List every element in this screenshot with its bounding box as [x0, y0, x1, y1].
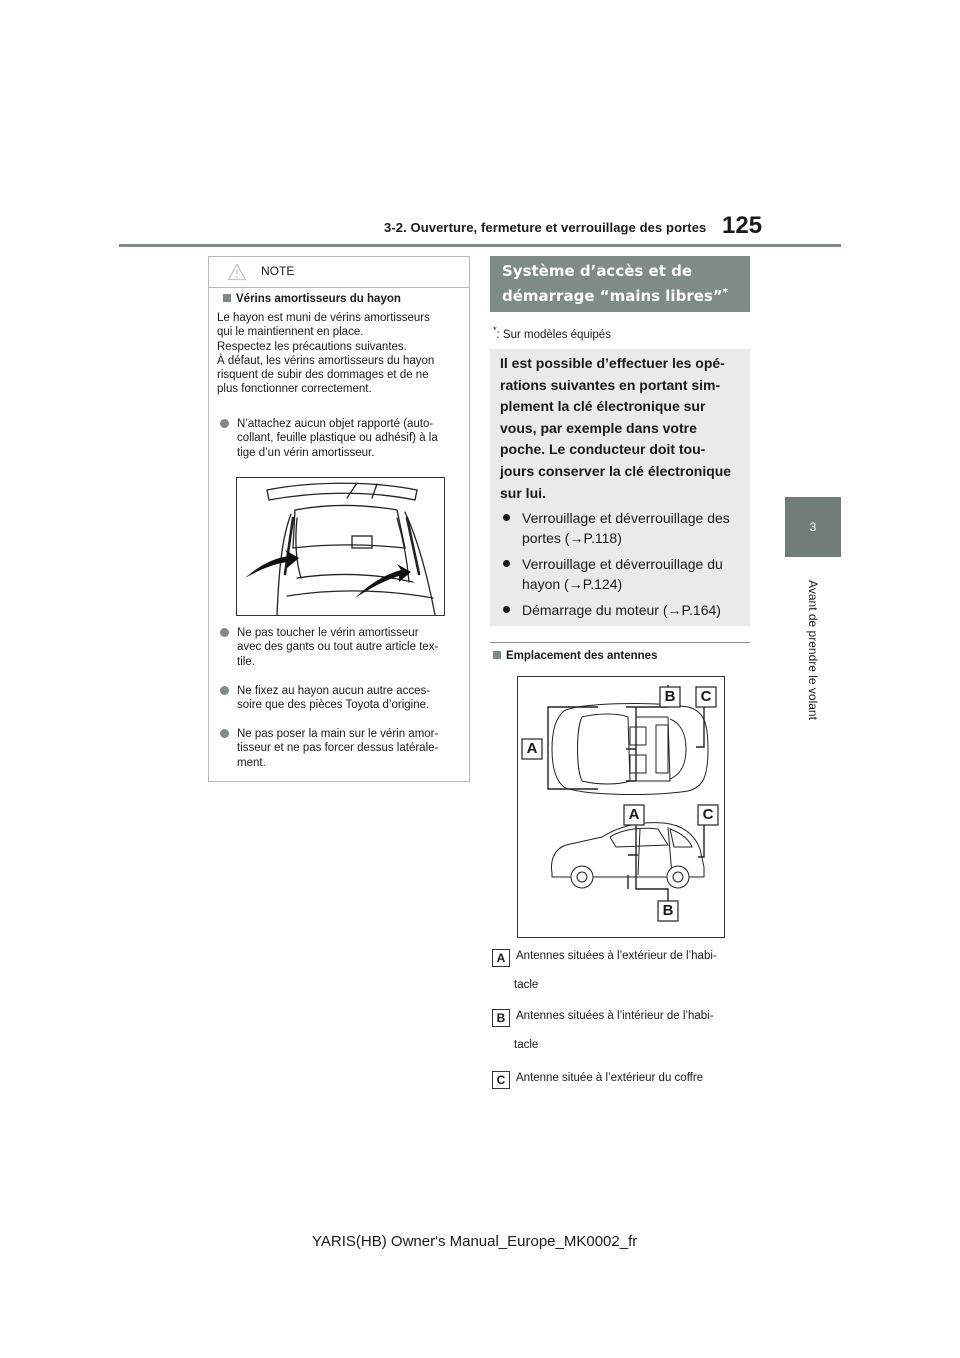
tailgate-struts-drawing [237, 478, 444, 615]
heading-text: démarrage “mains libres” [502, 287, 723, 305]
page-reference[interactable]: portes (→P.118) [522, 530, 622, 546]
square-bullet-icon [493, 651, 501, 659]
legend-key: A [492, 949, 510, 967]
subsection-title [493, 650, 657, 662]
diagram-label-a: A [628, 806, 640, 823]
gas-strut-illustration [236, 477, 445, 616]
note-title [223, 293, 401, 305]
header-rule [119, 244, 841, 247]
text-line: Verrouillage et déverrouillage des [522, 510, 730, 526]
footnote-marker: * [722, 287, 728, 298]
text-line: tige d’un vérin amortisseur. [237, 446, 375, 459]
chapter-number: 3 [809, 520, 817, 534]
text-line: ment. [237, 756, 266, 769]
subsection-title-text: Emplacement des antennes [506, 650, 658, 662]
text-line: Ne pas toucher le vérin amortisseur [237, 627, 419, 639]
page-number: 125 [722, 212, 763, 239]
diagram-label-c: C [700, 688, 712, 705]
section-heading [490, 256, 750, 312]
chapter-title-vertical [770, 565, 856, 735]
text-line: collant, feuille plastique ou adhésif) à la [237, 432, 438, 445]
text-line: sur lui. [500, 484, 546, 501]
warning-triangle-icon [227, 263, 247, 281]
chapter-title: Avant de prendre le volant [806, 580, 820, 720]
text-line: qui le maintiennent en place. [217, 326, 364, 339]
text-line: Verrouillage et déverrouillage du [522, 556, 723, 572]
diagram-label-b: B [662, 902, 674, 919]
footnote-marker: * [493, 325, 497, 335]
text-line: jours conserver la clé électronique [500, 462, 732, 479]
text-line: risquent de subir des dommages et de ne [217, 369, 429, 382]
bullet-dot-icon [503, 560, 510, 567]
page-reference[interactable]: hayon (→P.124) [522, 576, 623, 592]
diagram-label-c: C [702, 806, 714, 823]
feature-item [500, 554, 746, 594]
chapter-tab [785, 497, 841, 557]
text-line: avec des gants ou tout autre article tex- [237, 641, 439, 654]
feature-item [500, 600, 746, 620]
text-line: rations suivantes en portant sim- [500, 376, 721, 393]
text-line: poche. Le conducteur doit tou- [500, 441, 706, 458]
text-line: Le hayon est muni de vérins amortisseurs [217, 312, 430, 324]
summary-intro [500, 353, 746, 504]
note-bullet [217, 417, 467, 460]
footer-text: YARIS(HB) Owner's Manual_Europe_MK0002_fr [312, 1233, 638, 1250]
feature-item [500, 508, 746, 548]
note-title-text: Vérins amortisseurs du hayon [236, 293, 401, 305]
legend-text-cont: tacle [514, 979, 539, 991]
text-line: plus fonctionner correctement. [217, 383, 372, 396]
legend-key: C [492, 1071, 510, 1089]
bullet-dot-icon [220, 686, 229, 695]
legend-text: Antennes situées à l’extérieur de l’habi- [516, 950, 717, 962]
text-line: Ne pas poser la main sur le vérin amor- [237, 728, 439, 740]
heading-line: Système d’accès et de [502, 262, 693, 280]
text-line: N’attachez aucun objet rapporté (auto- [237, 418, 434, 430]
legend-item-b [492, 1002, 714, 1030]
legend-key: B [492, 1009, 510, 1027]
heading-line [502, 282, 738, 307]
text-line: tisseur et ne pas forcer dessus latérale- [237, 742, 439, 755]
square-bullet-icon [223, 294, 231, 302]
text-line: À défaut, les vérins amortisseurs du hayon [217, 354, 435, 367]
divider [490, 642, 750, 643]
text-line: vous, par exemple dans votre [500, 419, 697, 436]
text-line: Il est possible d’effectuer les opé- [500, 355, 725, 371]
antenna-location-diagram [517, 676, 725, 938]
note-bullet [217, 626, 467, 669]
diagram-label-a: A [526, 740, 538, 757]
page-reference[interactable]: Démarrage du moteur (→P.164) [522, 602, 721, 618]
note-header [209, 257, 469, 288]
text-line: tile. [237, 655, 255, 668]
bullet-dot-icon [503, 606, 510, 613]
text-line: plement la clé électronique sur [500, 398, 706, 415]
note-bullet [217, 684, 467, 713]
legend-text: Antennes situées à l’intérieur de l’habi- [516, 1010, 714, 1022]
footnote-text: : Sur modèles équipés [496, 328, 611, 341]
text-line: Respectez les précautions suivantes. [217, 340, 407, 353]
text-line: soire que des pièces Toyota d’origine. [237, 699, 430, 712]
legend-text-cont: tacle [514, 1039, 539, 1051]
summary-box [490, 349, 750, 626]
note-paragraph [217, 311, 465, 397]
bullet-dot-icon [220, 628, 229, 637]
diagram-label-b: B [664, 688, 676, 705]
legend-item-a [492, 942, 717, 970]
bullet-dot-icon [503, 514, 510, 521]
footnote [493, 325, 611, 341]
note-box [208, 256, 470, 782]
note-bullet [217, 727, 467, 770]
section-title: 3-2. Ouverture, fermeture et verrouillage des portes [384, 220, 707, 235]
bullet-dot-icon [220, 419, 229, 428]
legend-item-c [492, 1064, 703, 1092]
bullet-dot-icon [220, 729, 229, 738]
antenna-diagram-drawing [518, 677, 724, 937]
note-label: NOTE [261, 264, 295, 278]
text-line: Ne fixez au hayon aucun autre acces- [237, 685, 431, 697]
legend-text: Antenne située à l’extérieur du coffre [516, 1072, 704, 1084]
